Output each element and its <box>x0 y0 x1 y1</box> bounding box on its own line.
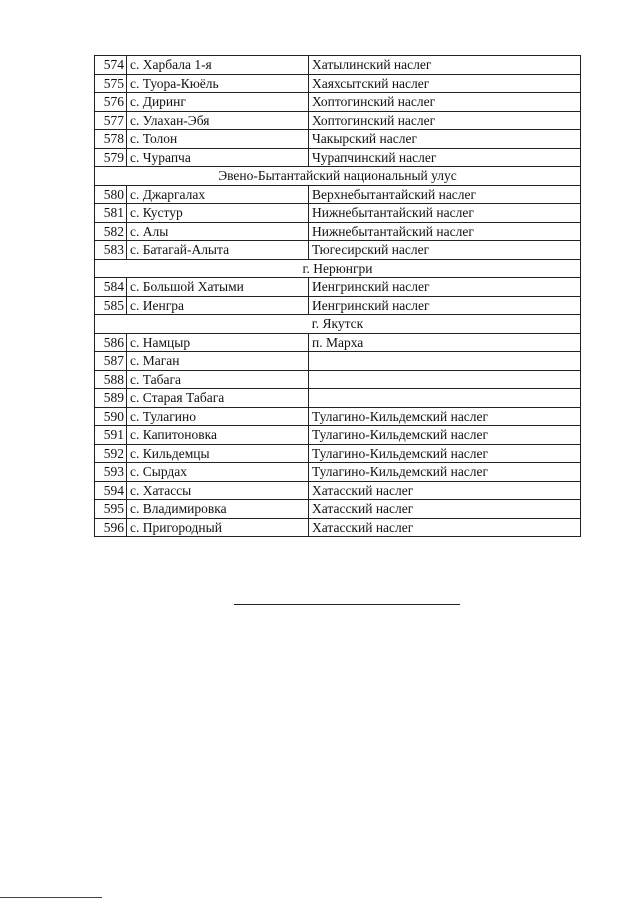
settlement-cell: с. Чурапча <box>127 148 309 167</box>
table-row <box>95 278 581 297</box>
table-section-row <box>95 167 581 186</box>
row-number-cell: 579 <box>95 148 127 167</box>
table-row <box>95 426 581 445</box>
nasleg-cell: Хаяхсытский наслег <box>309 74 581 93</box>
row-number-cell: 582 <box>95 222 127 241</box>
footnote-rule <box>0 897 102 898</box>
row-number-cell: 584 <box>95 278 127 297</box>
nasleg-cell: Нижнебытантайский наслег <box>309 204 581 223</box>
table-row <box>95 463 581 482</box>
row-number-cell: 586 <box>95 333 127 352</box>
settlement-cell: с. Харбала 1-я <box>127 56 309 75</box>
row-number-cell: 591 <box>95 426 127 445</box>
settlement-cell: с. Сырдах <box>127 463 309 482</box>
table-row <box>95 111 581 130</box>
row-number-cell: 596 <box>95 518 127 537</box>
settlement-cell: с. Намцыр <box>127 333 309 352</box>
settlements-table-body <box>95 56 581 537</box>
nasleg-cell: Хоптогинский наслег <box>309 93 581 112</box>
settlement-cell: с. Батагай-Алыта <box>127 241 309 260</box>
nasleg-cell: Хатасский наслег <box>309 518 581 537</box>
settlement-cell: с. Маган <box>127 352 309 371</box>
settlement-cell: с. Кильдемцы <box>127 444 309 463</box>
table-row <box>95 56 581 75</box>
settlement-cell: с. Капитоновка <box>127 426 309 445</box>
row-number-cell: 592 <box>95 444 127 463</box>
settlements-table <box>94 55 581 537</box>
row-number-cell: 576 <box>95 93 127 112</box>
table-row <box>95 333 581 352</box>
row-number-cell: 580 <box>95 185 127 204</box>
row-number-cell: 588 <box>95 370 127 389</box>
nasleg-cell <box>309 370 581 389</box>
table-row <box>95 296 581 315</box>
row-number-cell: 575 <box>95 74 127 93</box>
settlement-cell: с. Толон <box>127 130 309 149</box>
nasleg-cell: Чурапчинский наслег <box>309 148 581 167</box>
settlement-cell: с. Диринг <box>127 93 309 112</box>
table-row <box>95 500 581 519</box>
settlement-cell: с. Туора-Кюёль <box>127 74 309 93</box>
settlement-cell: с. Хатассы <box>127 481 309 500</box>
section-title: г. Нерюнгри <box>95 259 581 278</box>
settlement-cell: с. Табага <box>127 370 309 389</box>
settlement-cell: с. Владимировка <box>127 500 309 519</box>
row-number-cell: 587 <box>95 352 127 371</box>
table-section-row <box>95 259 581 278</box>
table-row <box>95 74 581 93</box>
nasleg-cell: Тюгесирский наслег <box>309 241 581 260</box>
table-row <box>95 407 581 426</box>
nasleg-cell: Верхнебытантайский наслег <box>309 185 581 204</box>
row-number-cell: 589 <box>95 389 127 408</box>
table-row <box>95 93 581 112</box>
table-row <box>95 204 581 223</box>
end-of-list-separator-line <box>234 604 460 605</box>
table-row <box>95 130 581 149</box>
row-number-cell: 590 <box>95 407 127 426</box>
settlement-cell: с. Пригородный <box>127 518 309 537</box>
row-number-cell: 595 <box>95 500 127 519</box>
nasleg-cell: Иенгринский наслег <box>309 278 581 297</box>
table-row <box>95 518 581 537</box>
row-number-cell: 594 <box>95 481 127 500</box>
nasleg-cell: Чакырский наслег <box>309 130 581 149</box>
nasleg-cell: Тулагино-Кильдемский наслег <box>309 444 581 463</box>
settlement-cell: с. Алы <box>127 222 309 241</box>
nasleg-cell <box>309 389 581 408</box>
nasleg-cell: Иенгринский наслег <box>309 296 581 315</box>
nasleg-cell: Тулагино-Кильдемский наслег <box>309 407 581 426</box>
nasleg-cell: Тулагино-Кильдемский наслег <box>309 426 581 445</box>
row-number-cell: 583 <box>95 241 127 260</box>
settlement-cell: с. Улахан-Эбя <box>127 111 309 130</box>
settlement-cell: с. Тулагино <box>127 407 309 426</box>
nasleg-cell: Тулагино-Кильдемский наслег <box>309 463 581 482</box>
row-number-cell: 593 <box>95 463 127 482</box>
table-row <box>95 352 581 371</box>
nasleg-cell: п. Марха <box>309 333 581 352</box>
row-number-cell: 581 <box>95 204 127 223</box>
table-row <box>95 148 581 167</box>
table-row <box>95 370 581 389</box>
section-title: Эвено-Бытантайский национальный улус <box>95 167 581 186</box>
settlement-cell: с. Большой Хатыми <box>127 278 309 297</box>
nasleg-cell: Хатасский наслег <box>309 481 581 500</box>
nasleg-cell: Хатасский наслег <box>309 500 581 519</box>
table-row <box>95 444 581 463</box>
nasleg-cell: Нижнебытантайский наслег <box>309 222 581 241</box>
table-row <box>95 241 581 260</box>
table-row <box>95 481 581 500</box>
table-row <box>95 389 581 408</box>
nasleg-cell: Хоптогинский наслег <box>309 111 581 130</box>
row-number-cell: 578 <box>95 130 127 149</box>
table-section-row <box>95 315 581 334</box>
settlement-cell: с. Кустур <box>127 204 309 223</box>
nasleg-cell: Хатылинский наслег <box>309 56 581 75</box>
section-title: г. Якутск <box>95 315 581 334</box>
row-number-cell: 585 <box>95 296 127 315</box>
row-number-cell: 577 <box>95 111 127 130</box>
row-number-cell: 574 <box>95 56 127 75</box>
settlement-cell: с. Джаргалах <box>127 185 309 204</box>
table-row <box>95 185 581 204</box>
settlement-cell: с. Старая Табага <box>127 389 309 408</box>
table-row <box>95 222 581 241</box>
nasleg-cell <box>309 352 581 371</box>
settlement-cell: с. Иенгра <box>127 296 309 315</box>
